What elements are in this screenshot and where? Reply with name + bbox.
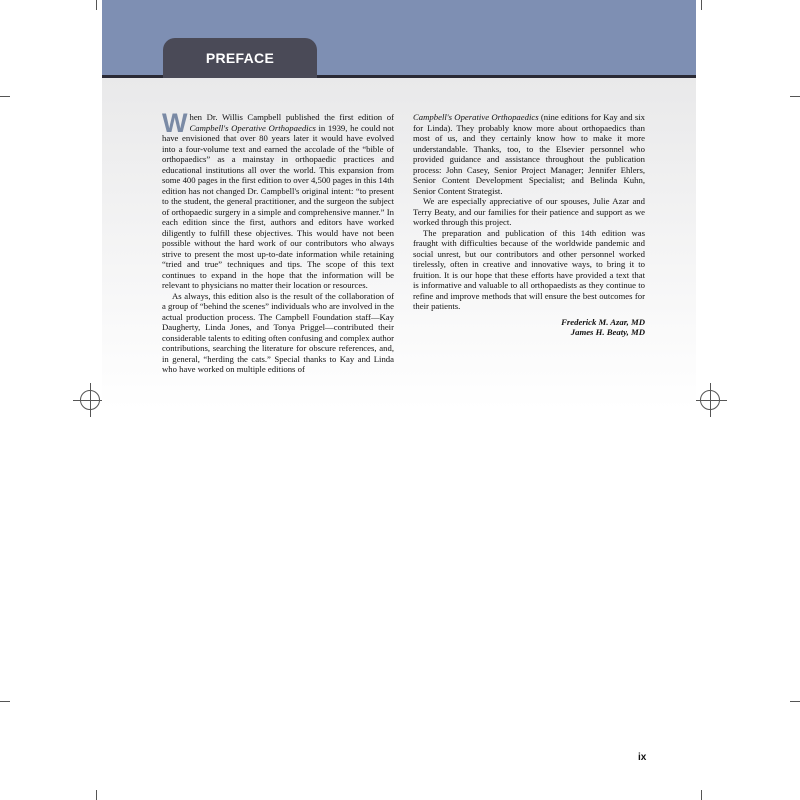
text-column-right: [413, 112, 645, 338]
section-title: PREFACE: [205, 50, 275, 66]
crop-mark: [96, 0, 97, 10]
drop-cap: W: [162, 108, 188, 138]
crop-mark: [701, 790, 702, 800]
page-number: ix: [638, 752, 647, 763]
crop-mark: [96, 790, 97, 800]
paragraph-4: The preparation and publication of this 14th edition was fraught with difficulties because of the worldwide pandemic and social unrest, but our contributors and other personnel worked tirelessly, often in creative and innovative ways, to bring it to fruition. It is our hope that these efforts have provided a text that is informative and valuable to all orthopaedists as they continue to refine and improve methods that will ensure the best outcomes for their patients.: [413, 227, 645, 311]
registration-mark-right: [700, 390, 720, 410]
signature-block: [413, 317, 645, 338]
signature: James H. Beaty, MD: [570, 327, 645, 337]
crop-mark: [0, 701, 10, 702]
book-page: [102, 0, 696, 800]
paragraph-3: We are especially appreciative of our spouses, Julie Azar and Terry Beaty, and our families for their patience and support as we worked through this project.: [413, 196, 645, 227]
section-tab: [163, 38, 317, 78]
crop-mark: [790, 96, 800, 97]
paragraph-1: When Dr. Willis Campbell published the first edition of Campbell's Operative Orthopaedics in 1939, he could not have envisioned that over 80 years later it would have evolved into a four-volume text and earned the accolade of the “bible of orthopaedics” as a mainstay in orthopaedic practices and educational institutions all over the world. This expansion from some 400 pages in the first edition to over 4,500 pages in this 14th edition has not changed Dr. Campbell's original intent: “to present to the student, the general practitioner, and the surgeon the subject of orthopaedic surgery in a simple and comprehensive manner.” In each edition since the first, authors and editors have worked diligently to fulfill these objectives. This would have not been possible without the hard work of our contributors who always strive to present the most up-to-date information while retaining “tried and true” techniques and tips. The scope of this text continues to expand in the hope that the information will be relevant to physicians no matter their location or resources.: [162, 108, 394, 290]
crop-mark: [701, 0, 702, 10]
crop-mark: [0, 96, 10, 97]
paragraph-2-continued: Campbell's Operative Orthopaedics (nine editions for Kay and six for Linda). They probably know more about orthopaedics than most of us, and they certainly know how to make it more understandable. Thanks, too, to the Elsevier personnel who provided guidance and assistance throughout the publication process: John Casey, Senior Project Manager; Jennifer Ehlers, Senior Content Development Specialist; and Belinda Kuhn, Senior Content Strategist.: [413, 112, 645, 196]
text-column-left: [162, 108, 394, 375]
registration-mark-left: [80, 390, 100, 410]
paragraph-2: As always, this edition also is the result of the collaboration of a group of “behind the scenes” individuals who are involved in the actual production process. The Campbell Foundation staff—Kay Daugherty, Linda Jones, and Tonya Priggel—contributed their considerable talents to editing often confusing and complex author contributions, searching the literature for obscure references, and, in general, “herding the cats.” Special thanks to Kay and Linda who have worked on multiple editions of: [162, 290, 394, 374]
signature: Frederick M. Azar, MD: [561, 316, 645, 327]
crop-mark: [790, 701, 800, 702]
